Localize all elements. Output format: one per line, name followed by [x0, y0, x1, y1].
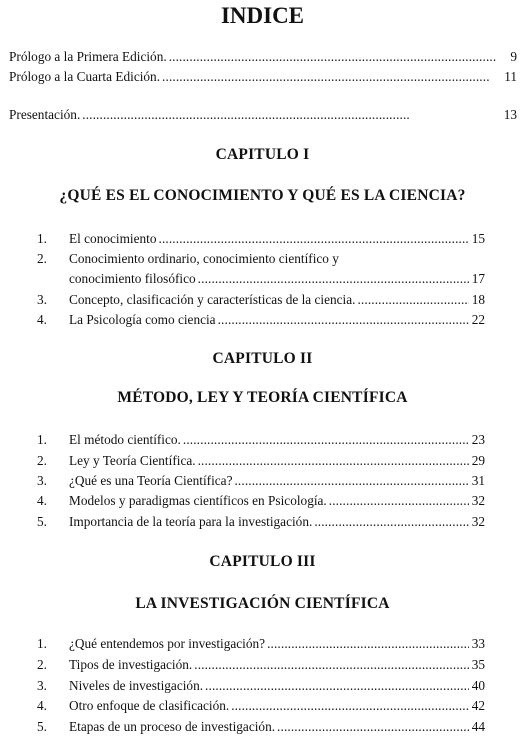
- toc-entry-number: 2.: [37, 251, 47, 266]
- toc-entry-number: 3.: [37, 292, 47, 307]
- toc-entry[interactable]: [37, 311, 485, 329]
- toc-entry[interactable]: [37, 431, 485, 449]
- toc-entry-label: Concepto, clasificación y características de la ciencia.: [69, 292, 356, 307]
- toc-entry-page: 17: [471, 271, 485, 286]
- toc-entry-label: ¿Qué es una Teoría Científica?: [69, 473, 233, 488]
- chapter-title: ¿QUÉ ES EL CONOCIMIENTO Y QUÉ ES LA CIENCIA?: [59, 187, 466, 204]
- toc-entry-label: Modelos y paradigmas científicos en Psicología.: [69, 493, 327, 508]
- toc-entry-page: 9: [510, 49, 517, 64]
- toc-entry-number: 4.: [37, 493, 47, 508]
- toc-entry-label: Importancia de la teoría para la investigación.: [69, 514, 313, 529]
- toc-entry[interactable]: [37, 718, 485, 736]
- toc-entry-label: Tipos de investigación.: [69, 657, 193, 672]
- leader-dots: [162, 68, 501, 86]
- leader-dots: [159, 230, 469, 248]
- toc-entry[interactable]: [37, 291, 485, 309]
- toc-entry-continuation[interactable]: [69, 270, 485, 288]
- toc-entry[interactable]: [37, 635, 485, 653]
- chapter-title: MÉTODO, LEY Y TEORÍA CIENTÍFICA: [117, 389, 408, 406]
- toc-entry-page: 23: [471, 432, 485, 447]
- toc-entry-label: ¿Qué entendemos por investigación?: [69, 636, 266, 651]
- toc-entry-page: 42: [471, 698, 485, 713]
- leader-dots: [194, 656, 468, 674]
- toc-entry-page: 13: [503, 107, 517, 122]
- toc-entry-number: 3.: [37, 473, 47, 488]
- toc-entry[interactable]: [37, 472, 485, 490]
- toc-entry-label: Otro enfoque de clasificación.: [69, 698, 230, 713]
- toc-entry[interactable]: [37, 677, 485, 695]
- toc-entry-page: 44: [471, 719, 485, 734]
- toc-entry-page: 40: [471, 678, 485, 693]
- toc-entry-label: Prólogo a la Primera Edición.: [9, 49, 167, 64]
- toc-entry-number: 1.: [37, 231, 47, 246]
- toc-entry[interactable]: [37, 492, 485, 510]
- toc-entry-prologo-cuarta[interactable]: [9, 68, 517, 86]
- toc-entry-number: 4.: [37, 312, 47, 327]
- toc-entry[interactable]: [37, 230, 485, 248]
- toc-entry-label: El método científico.: [69, 432, 181, 447]
- toc-entry-page: 32: [471, 514, 485, 529]
- toc-entry-label: Presentación.: [9, 107, 81, 122]
- leader-dots: [234, 472, 468, 490]
- leader-dots: [183, 431, 469, 449]
- leader-dots: [277, 718, 469, 736]
- toc-entry-number: 5.: [37, 514, 47, 529]
- toc-entry-label: Etapas de un proceso de investigación.: [69, 719, 276, 734]
- toc-entry[interactable]: [37, 697, 485, 715]
- toc-entry-label: Ley y Teoría Científica.: [69, 453, 196, 468]
- leader-dots: [205, 677, 469, 695]
- toc-entry-page: 22: [471, 312, 485, 327]
- leader-dots: [267, 635, 469, 653]
- toc-entry-number: 1.: [37, 636, 47, 651]
- chapter-title: LA INVESTIGACIÓN CIENTÍFICA: [135, 595, 390, 612]
- toc-entry-page: 31: [471, 473, 485, 488]
- toc-entry-label: El conocimiento: [69, 231, 157, 246]
- leader-dots: [198, 452, 469, 470]
- toc-entry[interactable]: [37, 656, 485, 674]
- toc-entry-number: 1.: [37, 432, 47, 447]
- leader-dots: [314, 513, 468, 531]
- toc-entry-presentacion[interactable]: [9, 106, 517, 124]
- toc-entry-number: 2.: [37, 657, 47, 672]
- toc-entry-page: 32: [471, 493, 485, 508]
- chapter-heading: CAPITULO II: [212, 350, 313, 367]
- chapter-heading: CAPITULO III: [209, 553, 316, 570]
- toc-entry[interactable]: [37, 250, 485, 268]
- toc-entry-page: 29: [471, 453, 485, 468]
- toc-entry-page: 18: [471, 292, 485, 307]
- toc-entry-page: 11: [504, 69, 517, 84]
- leader-dots: [82, 106, 500, 124]
- leader-dots: [169, 48, 508, 66]
- toc-entry-number: 2.: [37, 453, 47, 468]
- leader-dots: [231, 697, 468, 715]
- toc-entry[interactable]: [37, 513, 485, 531]
- toc-entry-number: 3.: [37, 678, 47, 693]
- toc-entry-page: 35: [471, 657, 485, 672]
- leader-dots: [218, 311, 469, 329]
- page-title: INDICE: [220, 3, 305, 28]
- toc-entry-prologo-primera[interactable]: [9, 48, 517, 66]
- toc-entry-page: 15: [471, 231, 485, 246]
- leader-dots: [357, 291, 468, 309]
- toc-entry-label-continued: conocimiento filosófico: [69, 271, 196, 286]
- toc-entry-page: 33: [471, 636, 485, 651]
- toc-entry-label: Niveles de investigación.: [69, 678, 204, 693]
- toc-entry-label: Conocimiento ordinario, conocimiento científico y: [69, 251, 339, 266]
- toc-entry-label: La Psicología como ciencia: [69, 312, 216, 327]
- toc-entry[interactable]: [37, 452, 485, 470]
- toc-entry-label: Prólogo a la Cuarta Edición.: [9, 69, 161, 84]
- leader-dots: [198, 270, 469, 288]
- leader-dots: [329, 492, 469, 510]
- toc-entry-number: 5.: [37, 719, 47, 734]
- toc-entry-number: 4.: [37, 698, 47, 713]
- chapter-heading: CAPITULO I: [215, 146, 310, 163]
